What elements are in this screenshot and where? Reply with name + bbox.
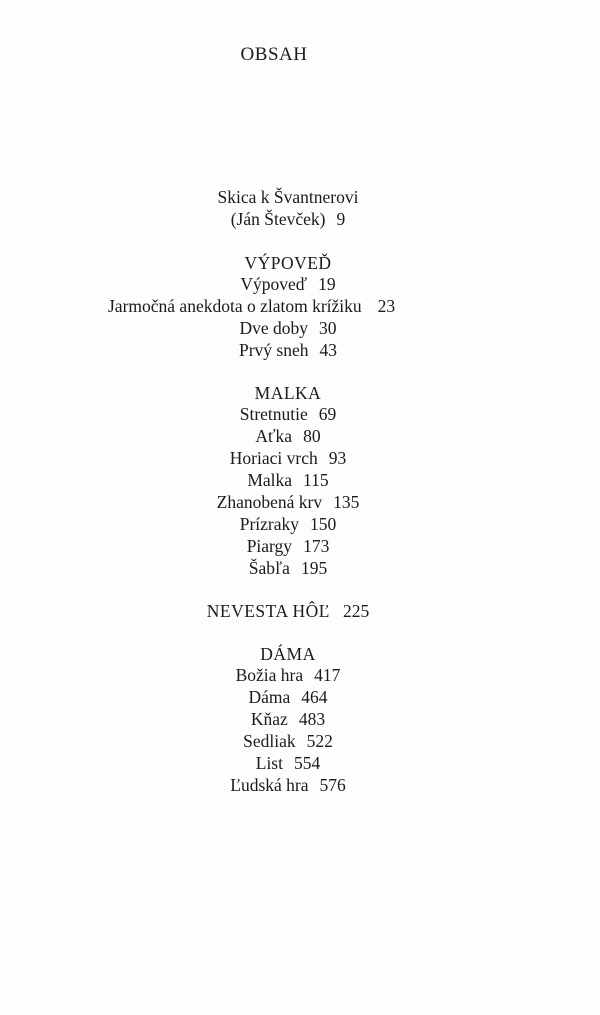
toc-entry <box>0 317 576 339</box>
entry-title: Prvý sneh <box>238 340 309 360</box>
entry-page: 115 <box>303 470 329 490</box>
toc-entry <box>0 708 576 730</box>
entry-page: 522 <box>306 731 333 751</box>
entry-title: Sedliak <box>243 731 296 751</box>
entry-title: Dáma <box>248 687 291 707</box>
entry-page: 150 <box>310 514 337 534</box>
entry-title: Kňaz <box>250 709 288 729</box>
toc-entry <box>0 273 576 295</box>
entry-page: 30 <box>319 318 337 338</box>
entry-title: Malka <box>247 470 293 490</box>
entry-page: 43 <box>319 340 337 360</box>
entry-title: Dve doby <box>239 318 309 338</box>
toc-entry <box>0 730 576 752</box>
entry-title: Zhanobená krv <box>216 492 323 512</box>
entry-title: Aťka <box>255 426 293 446</box>
page-title: OBSAH <box>240 44 308 65</box>
toc-entry <box>0 513 576 535</box>
entry-page: 80 <box>303 426 321 446</box>
entry-page: 554 <box>293 753 321 773</box>
section-heading <box>0 600 576 622</box>
section-title: DÁMA <box>260 644 316 664</box>
section-heading <box>0 382 576 404</box>
toc-entry <box>0 557 576 579</box>
toc-entry <box>0 339 576 361</box>
entry-title: Piargy <box>246 536 293 556</box>
toc-entry <box>0 664 576 686</box>
entry-page: 417 <box>314 665 341 685</box>
toc-entry <box>0 186 576 208</box>
toc-entry <box>0 425 576 447</box>
toc-entry <box>108 295 395 317</box>
entry-title: (Ján Števček) <box>230 209 326 229</box>
entry-title: List <box>255 753 283 773</box>
entry-page: 135 <box>333 492 360 512</box>
entry-page: 464 <box>301 687 328 707</box>
section-heading <box>0 643 576 665</box>
entry-title: Ľudská hra <box>230 775 309 795</box>
entry-page: 23 <box>377 296 396 316</box>
entry-title: Výpoveď <box>240 274 308 294</box>
toc-entry <box>0 403 576 425</box>
entry-page: 93 <box>328 448 347 468</box>
entry-page: 195 <box>300 558 328 578</box>
entry-title: Božia hra <box>235 665 304 685</box>
section-title: MALKA <box>254 383 322 403</box>
toc-entry <box>0 686 576 708</box>
entry-page: 483 <box>298 709 326 729</box>
entry-page: 69 <box>318 404 337 424</box>
entry-page: 19 <box>318 274 336 294</box>
toc-entry <box>0 774 576 796</box>
entry-title: Jarmočná anekdota o zlatom krížiku <box>108 296 362 316</box>
entry-page: 576 <box>319 775 346 795</box>
section-title: NEVESTA HÔĽ <box>206 601 330 621</box>
entry-page: 9 <box>336 209 346 229</box>
entry-page: 173 <box>303 536 330 556</box>
entry-title: Stretnutie <box>239 404 308 424</box>
toc-entry <box>0 752 576 774</box>
toc-entry <box>0 491 576 513</box>
entry-title: Horiaci vrch <box>229 448 318 468</box>
entry-title: Šabľa <box>248 558 290 578</box>
toc-entry <box>0 447 576 469</box>
toc-entry <box>0 208 576 230</box>
entry-title: Prízraky <box>239 514 300 534</box>
toc-entry <box>0 469 576 491</box>
section-page: 225 <box>342 601 370 621</box>
section-heading <box>0 252 576 274</box>
section-title: VÝPOVEĎ <box>244 253 332 273</box>
entry-title: Skica k Švantnerovi <box>217 187 359 207</box>
toc-entry <box>0 535 576 557</box>
